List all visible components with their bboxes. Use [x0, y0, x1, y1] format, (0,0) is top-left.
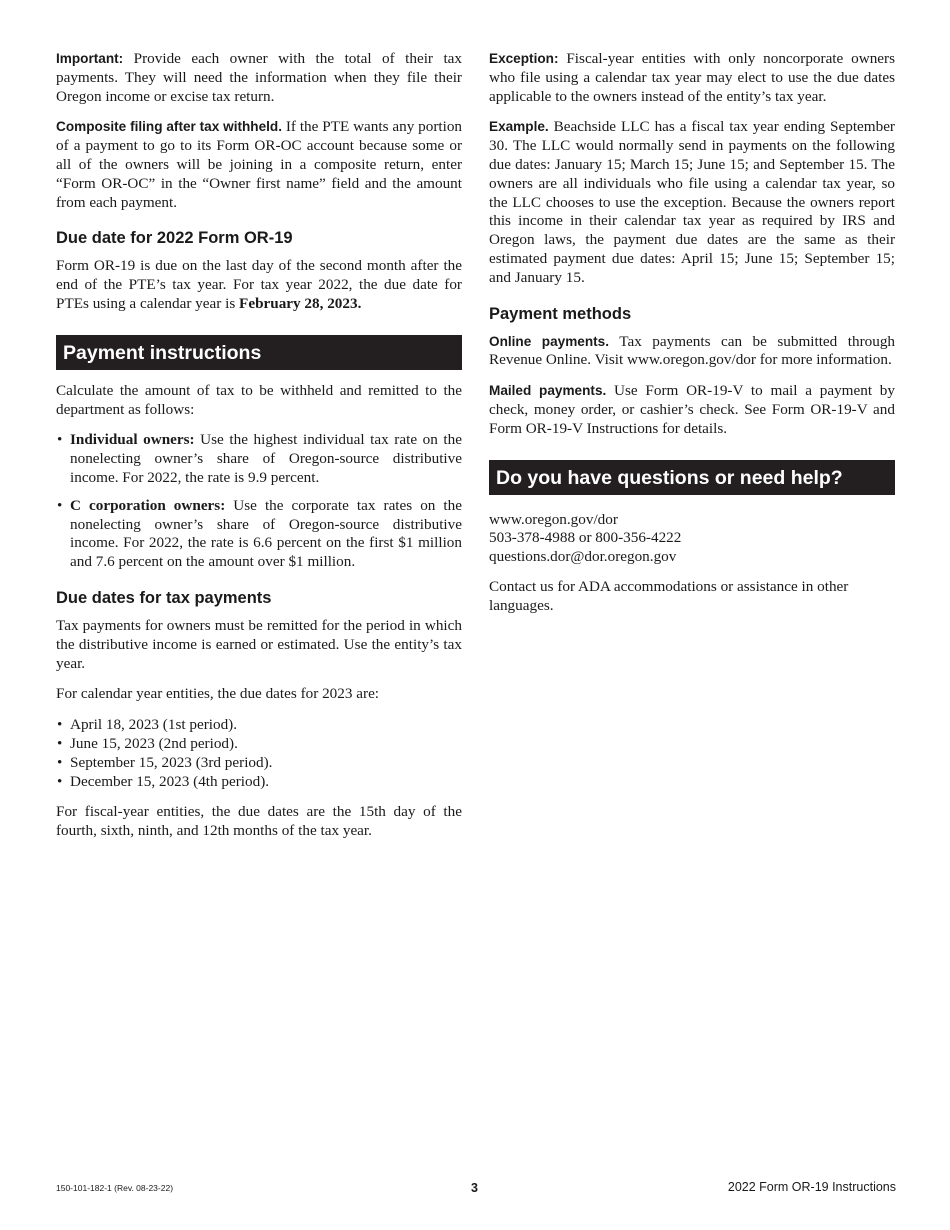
due-dates-heading: Due dates for tax payments: [56, 588, 272, 607]
due-dates-paragraph: Tax payments for owners must be remitted for the period in which the distributive income is earned or estimated. Use the entity’s tax year.: [56, 616, 462, 672]
email-link[interactable]: questions.dor@dor.oregon.gov: [489, 548, 677, 566]
important-lead: Important:: [56, 51, 124, 66]
ada-paragraph: Contact us for ADA accommodations or assistance in other languages.: [489, 577, 849, 614]
phone-numbers: 503-378-4988 or 800-356-4222: [489, 529, 682, 547]
website-link[interactable]: www.oregon.gov/dor: [489, 510, 618, 528]
form-code: 150-101-182-1 (Rev. 08-23-22): [56, 1183, 174, 1193]
important-text: Provide each owner with the total of their tax payments. They will need the information when they file their Oregon income or excise tax return.: [56, 50, 462, 105]
bullet-lead: C corporation owners:: [70, 496, 226, 514]
list-item: [56, 431, 462, 487]
contact-info: [489, 511, 895, 567]
composite-paragraph: [56, 118, 462, 212]
page-number: 3: [471, 1181, 478, 1195]
mailed-lead: Mailed payments.: [489, 383, 607, 399]
exception-lead: Exception:: [489, 51, 559, 66]
document-title: 2022 Form OR-19 Instructions: [727, 1180, 896, 1194]
exception-text: Fiscal-year entities with only noncorporate owners who file using a calendar tax year may elect to use the due dates applicable to the owners instead of the entity’s tax year.: [489, 50, 895, 105]
bullet-lead: Individual owners:: [70, 431, 195, 449]
bullet-text: Use the corporate tax rates on the nonelecting owner’s share of Oregon-source distributive income. For 2022, the rate is 6.6 percent on the first $1 million and 7.6 percent on the amount over $1 million.: [70, 496, 462, 571]
online-text: Tax payments can be submitted through Revenue Online. Visit www.oregon.gov/dor for more information.: [489, 332, 896, 369]
right-column: [489, 50, 895, 628]
example-lead: Example.: [489, 119, 549, 135]
composite-text: If the PTE wants any portion of a payment to go to its Form OR-OC account because some or all of the owners will be joining in a composite return, enter “Form OR-OC” in the “Owner first name” field and the amount from each payment.: [56, 118, 463, 211]
bullet-text: Use the highest individual tax rate on the nonelecting owner’s share of Oregon-source distributive income. For 2022, the rate is 9.9 percent.: [70, 431, 462, 486]
payment-intro: Calculate the amount of tax to be withheld and remitted to the department as follows:: [56, 381, 462, 418]
composite-lead: Composite filing after tax withheld.: [56, 119, 283, 135]
exception-paragraph: [489, 50, 895, 106]
online-paragraph: [489, 333, 895, 371]
owner-rate-list: [56, 431, 462, 572]
due-date-paragraph: [56, 257, 462, 313]
example-paragraph: [489, 118, 895, 287]
list-item: [56, 497, 462, 572]
list-item: • April 18, 2023 (1st period).: [56, 716, 462, 735]
payment-instructions-banner: Payment instructions: [56, 335, 462, 370]
list-item: • December 15, 2023 (4th period).: [56, 773, 462, 792]
list-item: • September 15, 2023 (3rd period).: [56, 754, 462, 773]
left-column: [56, 50, 462, 853]
calendar-intro: For calendar year entities, the due dates for 2023 are:: [56, 685, 380, 703]
list-item: • June 15, 2023 (2nd period).: [56, 735, 462, 754]
due-date-bold: February 28, 2023.: [239, 294, 362, 312]
important-paragraph: [56, 50, 462, 106]
due-date-text: Form OR-19 is due on the last day of the second month after the end of the PTE’s tax year. For tax year 2022, the due date for PTEs using a calendar year is: [56, 257, 462, 312]
due-dates-list: [56, 716, 462, 791]
due-date-heading: Due date for 2022 Form OR-19: [56, 229, 293, 248]
mailed-text: Use Form OR-19-V to mail a payment by check, money order, or cashier’s check. See Form OR-19-V and Form OR-19-V Instructions for details.: [489, 382, 895, 437]
mailed-paragraph: [489, 382, 895, 438]
payment-methods-heading: Payment methods: [489, 304, 632, 323]
example-text: Beachside LLC has a fiscal tax year ending September 30. The LLC would normally send in payments on the following due dates: January 15; March 15; June 15; and September 15. The owners are all individuals who file using a calendar tax year, so the LLC chooses to use the exception. Because the owners report this income in their calendar tax year as required by IRS and Oregon laws, the payment due dates are the same as their estimated payment due dates: April 15; June 15; September 15; and January 15.: [489, 118, 895, 286]
online-lead: Online payments.: [489, 333, 610, 349]
fiscal-paragraph: For fiscal-year entities, the due dates are the 15th day of the fourth, sixth, ninth, and 12th months of the tax year.: [56, 803, 462, 840]
help-banner: Do you have questions or need help?: [489, 460, 895, 495]
